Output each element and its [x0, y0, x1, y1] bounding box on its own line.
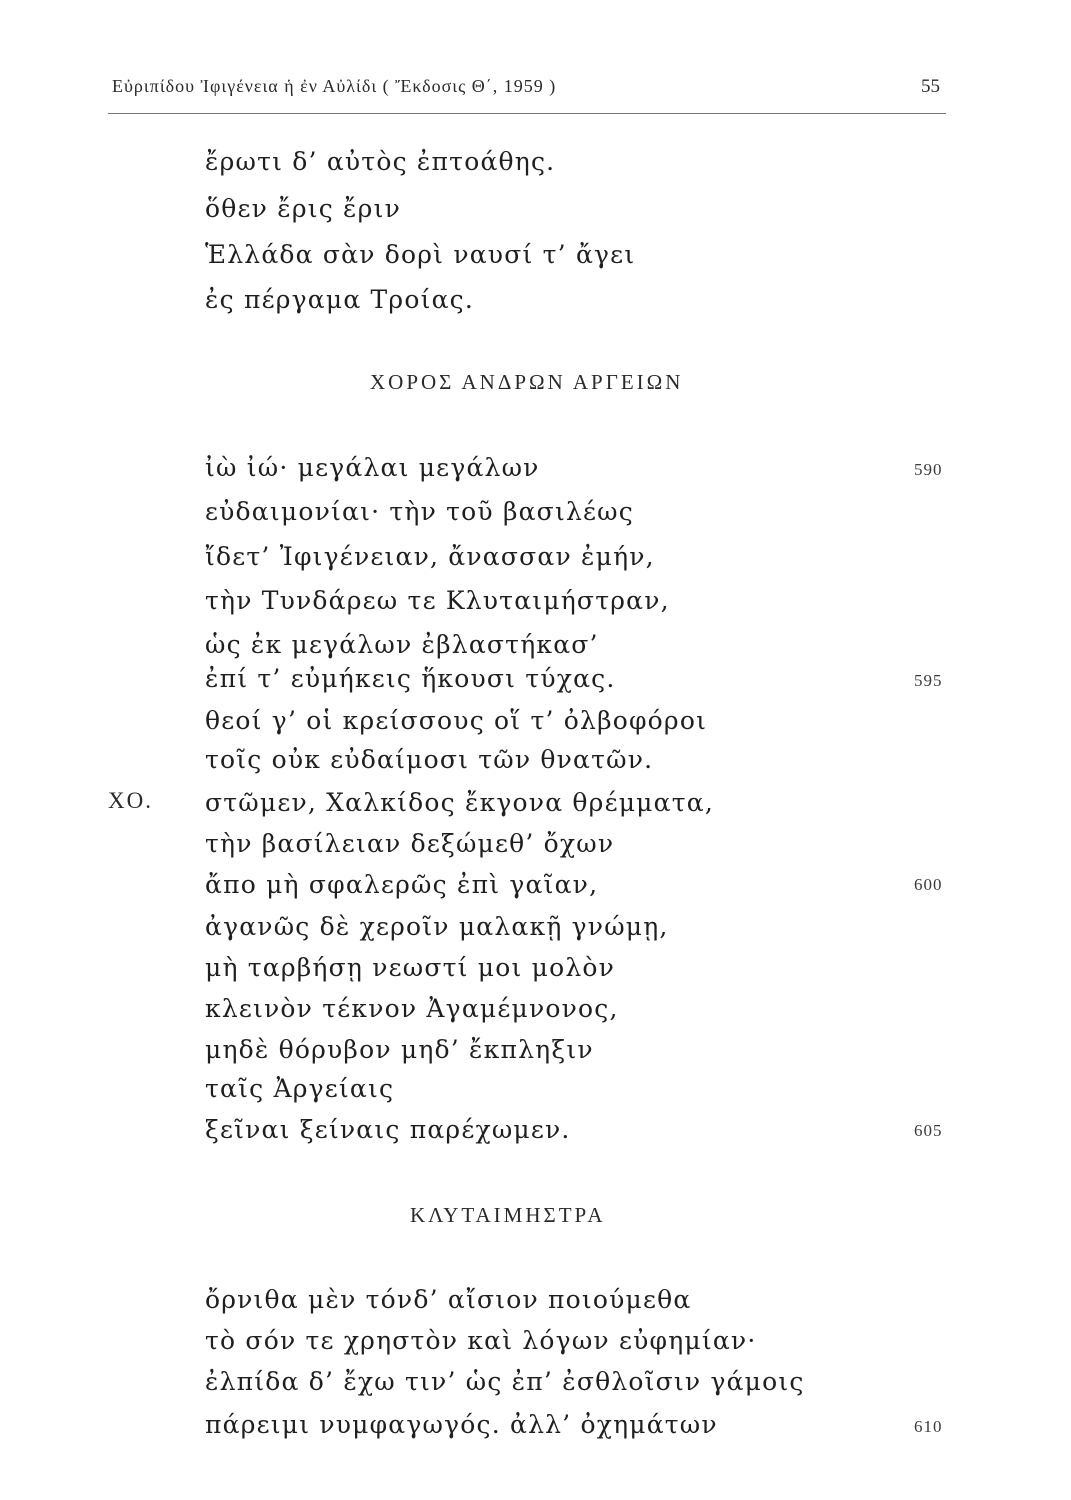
line-number: 600 [914, 875, 943, 894]
line-number: 605 [914, 1121, 943, 1140]
verse-line: εὐδαιμονίαι· τὴν τοῦ βασιλέως [205, 497, 634, 526]
verse-line: τὴν βασίλειαν δεξώμεθ’ ὄχων [205, 829, 615, 858]
verse-line: ἐς πέργαμα Τροίας. [205, 285, 474, 314]
klytaimestra-heading: ΚΛΥΤΑΙΜΗΣΤΡΑ [410, 1203, 606, 1227]
verse-line: ξεῖναι ξείναις παρέχωμεν. [205, 1115, 571, 1144]
verse-line: στῶμεν, Χαλκίδος ἔκγονα θρέμματα, [205, 788, 714, 817]
verse-line: Ἑλλάδα σὰν δορὶ ναυσί τ’ ἄγει [205, 240, 636, 269]
verse-line: ὡς ἐκ μεγάλων ἐβλαστήκασ’ [205, 630, 599, 659]
verse-line: ἐλπίδα δ’ ἔχω τιν’ ὡς ἐπ’ ἐσθλοῖσιν γάμοις [205, 1367, 805, 1396]
verse-line: τοῖς οὐκ εὐδαίμοσι τῶν θνατῶν. [205, 745, 654, 774]
verse-line: ἀγανῶς δὲ χεροῖν μαλακῇ γνώμῃ, [205, 912, 669, 941]
verse-line: πάρειμι νυμφαγωγός. ἀλλ’ ὀχημάτων [205, 1410, 718, 1439]
verse-line: ἴδετ’ Ἰφιγένειαν, ἄνασσαν ἐμήν, [205, 542, 655, 571]
verse-line: ὄρνιθα μὲν τόνδ’ αἴσιον ποιούμεθα [205, 1285, 692, 1314]
verse-line: ἰὼ ἰώ· μεγάλαι μεγάλων [205, 453, 540, 482]
line-number: 590 [914, 460, 943, 479]
verse-line: ἐπί τ’ εὐμήκεις ἥκουσι τύχας. [205, 664, 616, 693]
page-number: 55 [921, 76, 940, 97]
verse-line: τὸ σόν τε χρηστὸν καὶ λόγων εὐφημίαν· [205, 1326, 757, 1355]
verse-line: ἄπο μὴ σφαλερῶς ἐπὶ γαῖαν, [205, 870, 599, 899]
verse-line: ταῖς Ἀργείαις [205, 1074, 395, 1103]
verse-line: θεοί γ’ οἱ κρείσσους οἵ τ’ ὀλβοφόροι [205, 706, 708, 735]
verse-line: τὴν Τυνδάρεω τε Κλυταιμήστραν, [205, 586, 670, 615]
verse-line: ὅθεν ἔρις ἔριν [205, 194, 401, 223]
verse-line: ἔρωτι δ’ αὐτὸς ἐπτοάθης. [205, 147, 556, 176]
verse-line: κλεινὸν τέκνον Ἀγαμέμνονος, [205, 994, 619, 1023]
line-number: 595 [914, 671, 943, 690]
chorus-heading: ΧΟΡΟΣ ΑΝΔΡΩΝ ΑΡΓΕΙΩΝ [370, 370, 684, 394]
line-number: 610 [914, 1417, 943, 1436]
verse-line: μηδὲ θόρυβον μηδ’ ἔκπληξιν [205, 1035, 594, 1064]
speaker-label: ΧΟ. [108, 788, 153, 813]
verse-line: μὴ ταρβήσῃ νεωστί μοι μολὸν [205, 953, 616, 982]
header-rule [108, 113, 946, 114]
running-title: Εὐριπίδου Ἰφιγένεια ἡ ἐν Αὐλίδι ( Ἔκδοσις Θ΄, 1959 ) [112, 76, 557, 96]
